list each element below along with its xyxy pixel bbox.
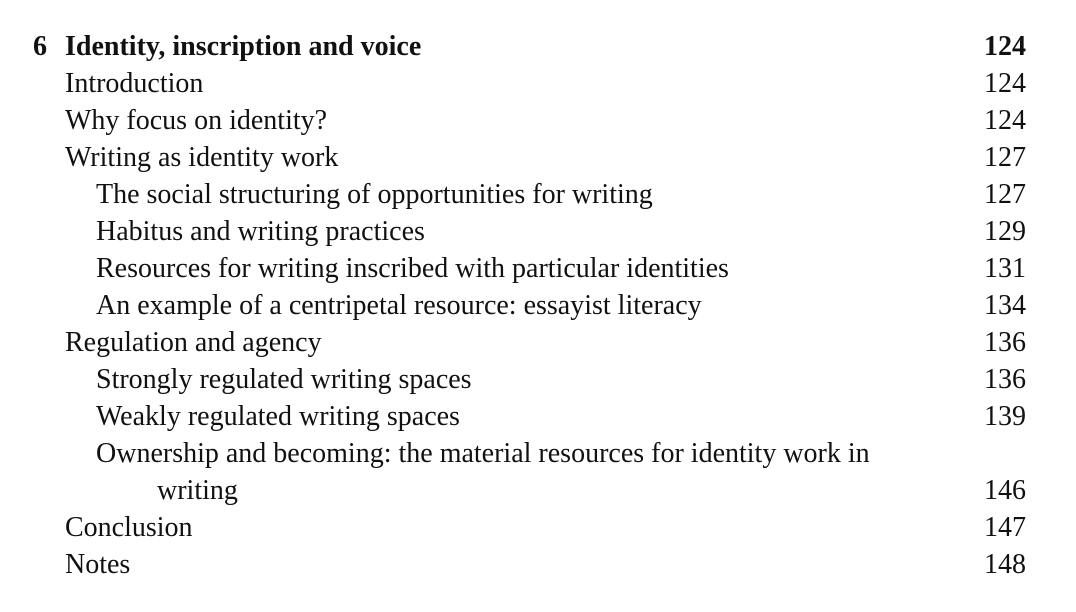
toc-subentry-page: 131 — [984, 253, 1026, 284]
toc-subentry-page: 134 — [984, 290, 1026, 321]
toc-subentry-page: 129 — [984, 216, 1026, 247]
toc-chapter-row[interactable] — [0, 28, 1076, 65]
toc-entry-title: Introduction — [65, 68, 204, 99]
toc-subentry[interactable] — [0, 176, 1076, 213]
toc-entry-page: 136 — [984, 327, 1026, 358]
toc-subentry-continuation[interactable] — [0, 472, 1076, 509]
toc-subentry-title: Resources for writing inscribed with particular identities — [96, 253, 729, 284]
toc-entry-page: 148 — [984, 549, 1026, 580]
toc-subentry-title-continuation: writing — [157, 475, 238, 506]
chapter-number: 6 — [33, 31, 47, 62]
toc-subentry-title: Strongly regulated writing spaces — [96, 364, 472, 395]
toc-subentry-page: 127 — [984, 179, 1026, 210]
toc-entry-title: Why focus on identity? — [65, 105, 328, 136]
chapter-title: Identity, inscription and voice — [65, 31, 422, 62]
toc-subentry-page: 136 — [984, 364, 1026, 395]
toc-entry[interactable] — [0, 546, 1076, 583]
toc-entry[interactable] — [0, 139, 1076, 176]
toc-entry-page: 124 — [984, 68, 1026, 99]
toc-subentry-title: Habitus and writing practices — [96, 216, 425, 247]
toc-entry-title: Regulation and agency — [65, 327, 322, 358]
toc-entry[interactable] — [0, 509, 1076, 546]
toc-subentry-title: The social structuring of opportunities for writing — [96, 179, 653, 210]
toc-entry[interactable] — [0, 102, 1076, 139]
toc-entry-title: Writing as identity work — [65, 142, 339, 173]
toc-entry-page: 147 — [984, 512, 1026, 543]
toc-subentry-page: 146 — [984, 475, 1026, 506]
toc-subentry-title: An example of a centripetal resource: essayist literacy — [96, 290, 702, 321]
toc-entry-page: 127 — [984, 142, 1026, 173]
toc-entry[interactable] — [0, 65, 1076, 102]
toc-entry-page: 124 — [984, 105, 1026, 136]
toc-subentry[interactable] — [0, 398, 1076, 435]
table-of-contents — [0, 28, 1076, 583]
toc-subentry[interactable] — [0, 435, 1076, 472]
toc-subentry[interactable] — [0, 250, 1076, 287]
toc-subentry[interactable] — [0, 287, 1076, 324]
toc-entry-title: Conclusion — [65, 512, 193, 543]
toc-entry-title: Notes — [65, 549, 131, 580]
toc-subentry-page: 139 — [984, 401, 1026, 432]
toc-subentry-title: Ownership and becoming: the material resources for identity work in — [96, 438, 870, 469]
toc-subentry[interactable] — [0, 213, 1076, 250]
toc-subentry[interactable] — [0, 361, 1076, 398]
toc-subentry-title: Weakly regulated writing spaces — [96, 401, 460, 432]
chapter-page-number: 124 — [984, 31, 1026, 62]
toc-entry[interactable] — [0, 324, 1076, 361]
